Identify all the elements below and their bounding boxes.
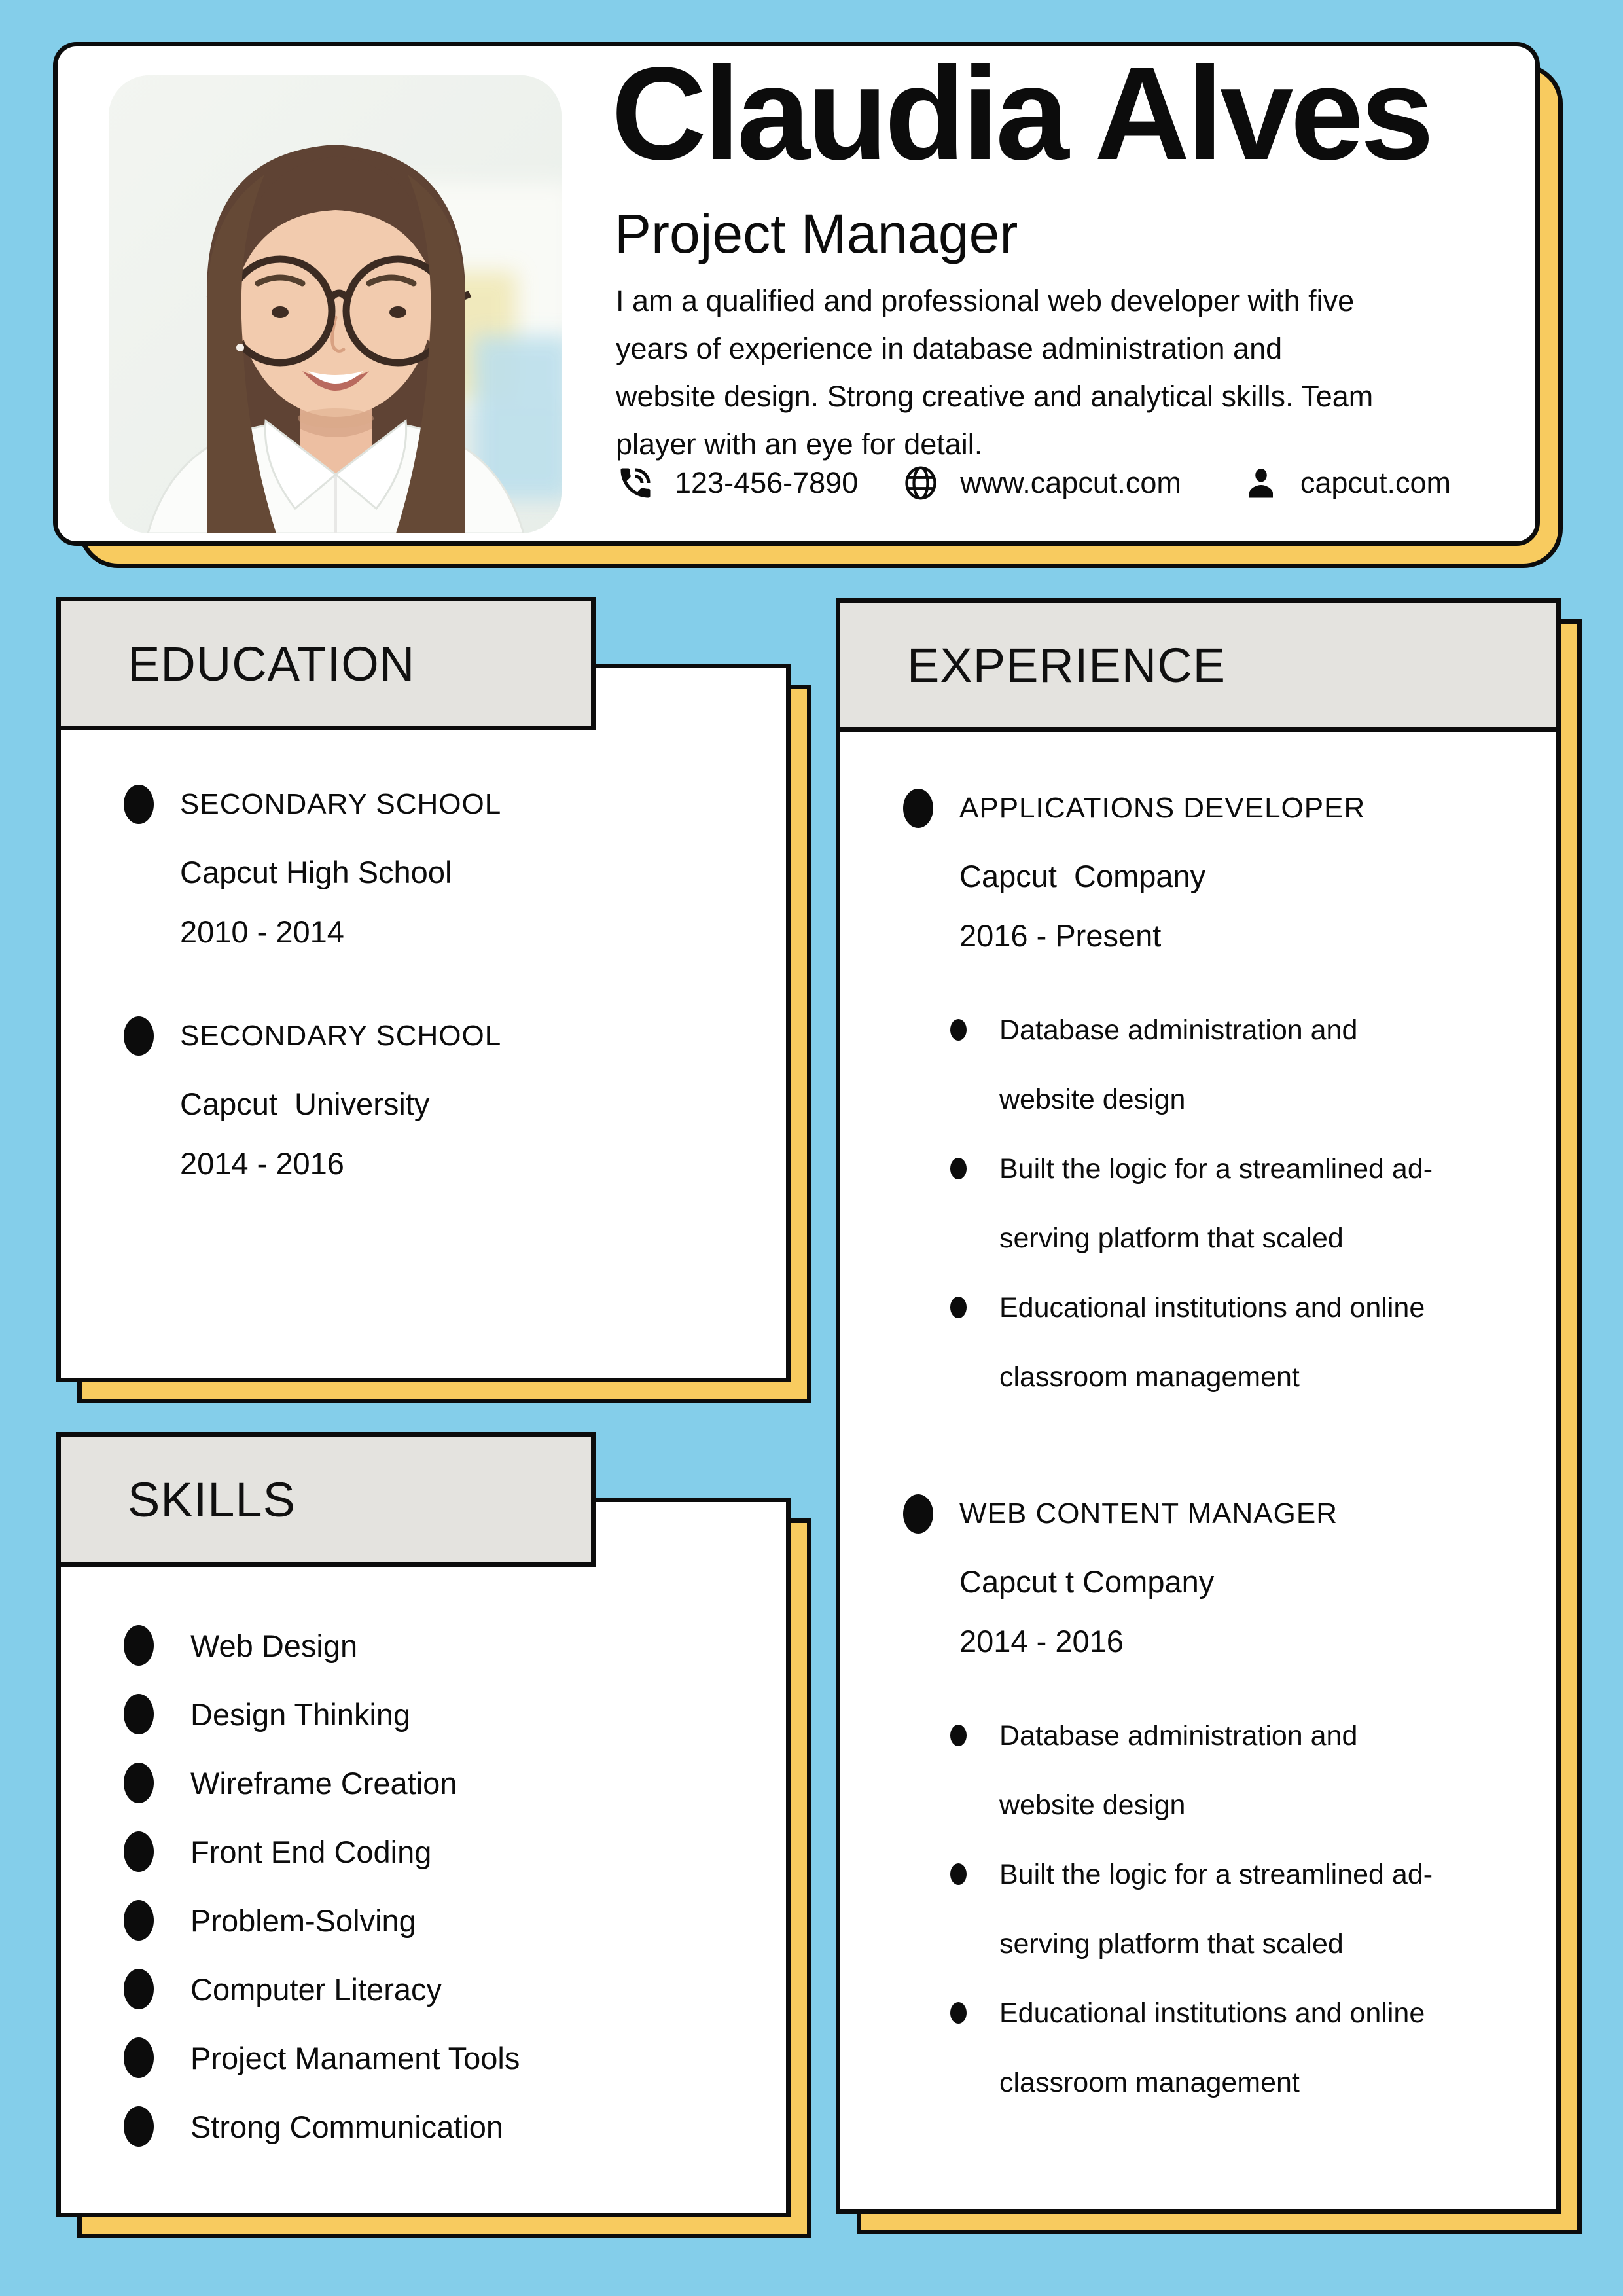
globe-icon	[901, 463, 940, 503]
skill-item	[124, 1969, 760, 2009]
experience-bullet-text	[999, 1134, 1433, 1273]
bullet-line: serving platform that scaled	[999, 1928, 1344, 1960]
skill-label: Front End Coding	[190, 1834, 432, 1869]
bullet-dot	[950, 1863, 967, 1885]
bullet-dot	[950, 1297, 967, 1318]
experience-bullet-text	[999, 1273, 1425, 1412]
education-item	[124, 1016, 753, 1181]
experience-bullet	[950, 1979, 1530, 2117]
experience-job-head	[903, 789, 1530, 828]
experience-job-bullets	[903, 1701, 1530, 2117]
skill-item	[124, 1694, 760, 1734]
skill-label: Design Thinking	[190, 1696, 411, 1732]
summary-line: player with an eye for detail.	[616, 427, 983, 461]
education-item	[124, 785, 753, 950]
skills-heading: SKILLS	[128, 1472, 296, 1527]
summary-line: I am a qualified and professional web developer with five	[616, 284, 1355, 317]
bullet-line: Database administration and	[999, 1720, 1358, 1751]
bullet-line: Educational institutions and online	[999, 1998, 1425, 2029]
person-name: Claudia Alves	[611, 39, 1431, 187]
contact-website-value: www.capcut.com	[960, 466, 1181, 499]
experience-job-dates: 2014 - 2016	[959, 1624, 1124, 1659]
experience-job-title: WEB CONTENT MANAGER	[959, 1498, 1338, 1530]
summary-line: years of experience in database administration and	[616, 332, 1283, 365]
bullet-dot	[903, 1494, 933, 1534]
bullet-dot	[124, 1900, 154, 1941]
bullet-dot	[124, 1969, 154, 2009]
bullet-dot	[124, 2106, 154, 2147]
experience-job-title: APPLICATIONS DEVELOPER	[959, 792, 1366, 824]
skill-item	[124, 1625, 760, 1666]
skill-label: Computer Literacy	[190, 1971, 442, 2007]
experience-heading-bar	[836, 598, 1561, 732]
experience-bullet-text	[999, 1840, 1433, 1979]
contact-website	[901, 463, 1181, 503]
skill-label: Problem-Solving	[190, 1903, 416, 1938]
experience-bullet	[950, 1273, 1530, 1412]
experience-bullet	[950, 1701, 1530, 1840]
experience-job	[903, 789, 1530, 1412]
experience-bullet	[950, 996, 1530, 1134]
bullet-dot	[903, 789, 933, 828]
education-item-school: Capcut High School	[180, 855, 452, 889]
contact-phone	[616, 463, 858, 503]
experience-job-dates: 2016 - Present	[959, 918, 1162, 953]
phone-icon	[616, 463, 655, 503]
contact-phone-value: 123-456-7890	[675, 466, 859, 499]
skills-heading-tab	[56, 1432, 596, 1567]
bullet-line: Built the logic for a streamlined ad-	[999, 1153, 1433, 1185]
bullet-line: classroom management	[999, 2067, 1300, 2098]
experience-job-bullets	[903, 996, 1530, 1412]
bullet-dot	[950, 1158, 967, 1179]
bullet-line: serving platform that scaled	[999, 1223, 1344, 1254]
skill-item	[124, 1831, 760, 1872]
education-item-title: SECONDARY SCHOOL	[180, 788, 502, 820]
bullet-dot	[124, 1831, 154, 1872]
header-card	[53, 39, 1540, 546]
contact-row	[616, 454, 1451, 512]
education-item-school: Capcut University	[180, 1086, 430, 1121]
skills-card	[56, 1498, 791, 2217]
bullet-line: website design	[999, 1789, 1186, 1821]
bullet-dot	[950, 1019, 967, 1041]
bullet-dot	[124, 785, 154, 824]
bullet-dot	[950, 2002, 967, 2024]
contact-profile	[1241, 463, 1451, 503]
skills-body	[61, 1502, 786, 2147]
contact-profile-value: capcut.com	[1300, 466, 1451, 499]
bullet-dot	[950, 1725, 967, 1746]
bullet-dot	[124, 1694, 154, 1734]
profile-photo	[109, 75, 562, 533]
experience-job	[903, 1494, 1530, 2117]
education-item-head	[124, 1016, 753, 1056]
education-item-head	[124, 785, 753, 824]
bullet-dot	[124, 1763, 154, 1803]
education-card	[56, 664, 791, 1382]
education-heading-tab	[56, 597, 596, 730]
skill-label: Web Design	[190, 1628, 358, 1663]
experience-bullet-text	[999, 1701, 1357, 1840]
education-item-title: SECONDARY SCHOOL	[180, 1020, 502, 1052]
summary-paragraph	[616, 277, 1373, 468]
experience-bullet-text	[999, 1979, 1425, 2117]
education-item-dates: 2010 - 2014	[180, 914, 344, 949]
skill-label: Project Manament Tools	[190, 2040, 520, 2075]
experience-bullet-text	[999, 996, 1357, 1134]
bullet-dot	[124, 1625, 154, 1666]
bullet-dot	[124, 1016, 154, 1056]
bullet-line: classroom management	[999, 1361, 1300, 1393]
education-heading: EDUCATION	[128, 636, 416, 691]
profile-photo-illustration	[109, 75, 562, 533]
experience-bullet	[950, 1134, 1530, 1273]
education-item-dates: 2014 - 2016	[180, 1146, 344, 1181]
skill-item	[124, 2037, 760, 2078]
bullet-line: Built the logic for a streamlined ad-	[999, 1859, 1433, 1890]
bullet-line: website design	[999, 1084, 1186, 1115]
skill-item	[124, 1900, 760, 1941]
skill-item	[124, 2106, 760, 2147]
bullet-line: Educational institutions and online	[999, 1292, 1425, 1323]
skill-item	[124, 1763, 760, 1803]
experience-card	[836, 598, 1561, 2214]
experience-job-company: Capcut Company	[959, 859, 1206, 893]
person-icon	[1241, 463, 1281, 503]
skill-label: Strong Communication	[190, 2109, 504, 2144]
experience-heading: EXPERIENCE	[907, 637, 1226, 692]
bullet-dot	[124, 2037, 154, 2078]
experience-body	[840, 603, 1556, 2117]
experience-job-head	[903, 1494, 1530, 1534]
experience-job-company: Capcut t Company	[959, 1564, 1215, 1599]
education-body	[61, 668, 786, 1181]
summary-line: website design. Strong creative and analytical skills. Team	[616, 380, 1374, 413]
skill-label: Wireframe Creation	[190, 1765, 457, 1801]
experience-bullet	[950, 1840, 1530, 1979]
bullet-line: Database administration and	[999, 1014, 1358, 1046]
person-job-title: Project Manager	[615, 203, 1018, 264]
